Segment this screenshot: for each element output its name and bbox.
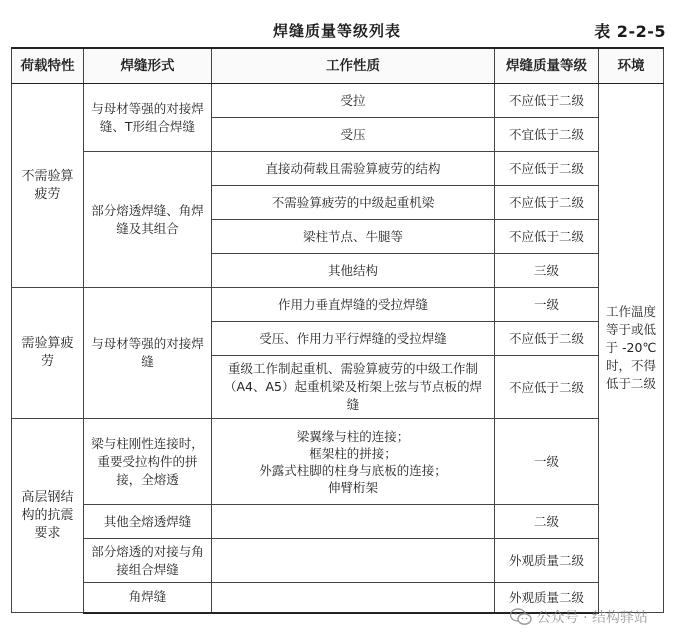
load-cell: 高层钢结构的抗震要求 bbox=[12, 419, 84, 613]
header-environment: 环境 bbox=[599, 48, 664, 84]
work-nature-cell: 不需验算疲劳的中级起重机梁 bbox=[212, 186, 495, 220]
header-work-nature: 工作性质 bbox=[212, 48, 495, 84]
weld-form-cell: 其他全熔透焊缝 bbox=[84, 505, 212, 539]
page-title: 焊缝质量等级列表 bbox=[272, 22, 401, 40]
header-weld-form: 焊缝形式 bbox=[84, 48, 212, 84]
quality-grade-cell: 不应低于二级 bbox=[495, 84, 599, 118]
load-cell: 需验算疲劳 bbox=[12, 288, 84, 419]
quality-grade-cell: 二级 bbox=[495, 505, 599, 539]
work-nature-cell: 梁翼缘与柱的连接； 框架柱的拼接； 外露式柱脚的柱身与底板的连接； 伸臂桁架 bbox=[212, 419, 495, 505]
table-row bbox=[12, 288, 664, 322]
wechat-icon bbox=[510, 608, 532, 626]
work-nature-cell: 受拉 bbox=[212, 84, 495, 118]
quality-grade-cell: 一级 bbox=[495, 288, 599, 322]
quality-grade-cell: 不应低于二级 bbox=[495, 186, 599, 220]
quality-grade-cell: 一级 bbox=[495, 419, 599, 505]
load-cell: 不需验算疲劳 bbox=[12, 84, 84, 288]
table-header-row bbox=[12, 48, 664, 84]
header-load-type: 荷载特性 bbox=[12, 48, 84, 84]
table-row bbox=[12, 539, 664, 583]
table-row bbox=[12, 505, 664, 539]
quality-grade-cell: 不应低于二级 bbox=[495, 322, 599, 356]
quality-grade-cell: 不应低于二级 bbox=[495, 356, 599, 419]
header-quality-grade: 焊缝质量等级 bbox=[495, 48, 599, 84]
work-nature-cell: 受压、作用力平行焊缝的受拉焊缝 bbox=[212, 322, 495, 356]
quality-grade-cell: 不应低于二级 bbox=[495, 220, 599, 254]
work-nature-cell: 受压 bbox=[212, 118, 495, 152]
work-nature-cell: 作用力垂直焊缝的受拉焊缝 bbox=[212, 288, 495, 322]
weld-quality-table bbox=[11, 47, 664, 614]
weld-form-cell: 与母材等强的对接焊缝、T形组合焊缝 bbox=[84, 84, 212, 152]
watermark bbox=[510, 607, 648, 627]
work-nature-cell: 直接动荷载且需验算疲劳的结构 bbox=[212, 152, 495, 186]
work-nature-cell: 重级工作制起重机、需验算疲劳的中级工作制（A4、A5）起重机梁及桁架上弦与节点板的焊缝 bbox=[212, 356, 495, 419]
quality-grade-cell: 外观质量二级 bbox=[495, 583, 599, 613]
quality-grade-cell: 三级 bbox=[495, 254, 599, 288]
weld-form-cell: 与母材等强的对接焊缝 bbox=[84, 288, 212, 419]
work-nature-cell: 梁柱节点、牛腿等 bbox=[212, 220, 495, 254]
table-row bbox=[12, 152, 664, 186]
table-number: 表 2-2-5 bbox=[594, 22, 666, 41]
environment-cell: 工作温度等于或低于 -20℃时，不得低于二级 bbox=[599, 84, 664, 613]
work-nature-cell bbox=[212, 505, 495, 539]
watermark-text: 公众号 · 结构驿站 bbox=[536, 610, 648, 626]
weld-form-cell: 梁与柱刚性连接时，重要受拉构件的拼接，全熔透 bbox=[84, 419, 212, 505]
weld-form-cell: 部分熔透的对接与角接组合焊缝 bbox=[84, 539, 212, 583]
work-nature-cell bbox=[212, 583, 495, 613]
quality-grade-cell: 外观质量二级 bbox=[495, 539, 599, 583]
weld-form-cell: 部分熔透焊缝、角焊缝及其组合 bbox=[84, 152, 212, 288]
quality-grade-cell: 不应低于二级 bbox=[495, 152, 599, 186]
work-nature-cell bbox=[212, 539, 495, 583]
work-nature-cell: 其他结构 bbox=[212, 254, 495, 288]
quality-grade-cell: 不宜低于二级 bbox=[495, 118, 599, 152]
weld-form-cell: 角焊缝 bbox=[84, 583, 212, 613]
table-row bbox=[12, 419, 664, 505]
table-row bbox=[12, 84, 664, 118]
